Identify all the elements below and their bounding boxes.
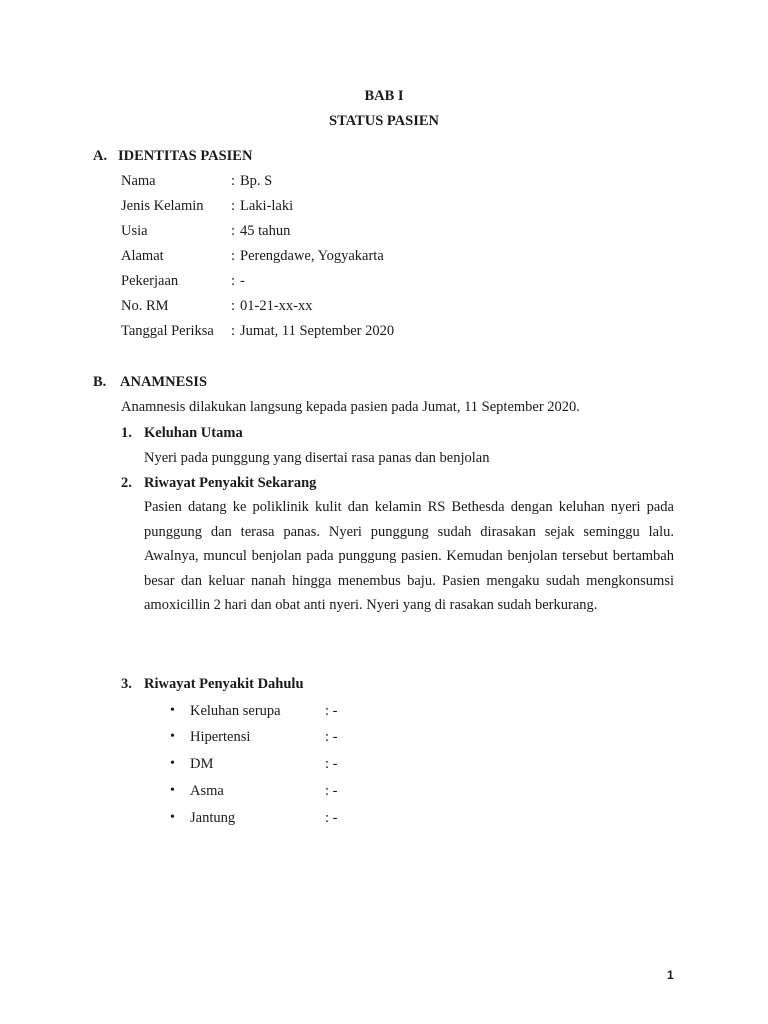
identity-separator: : — [231, 248, 236, 264]
identity-value: Bp. S — [240, 173, 273, 189]
history-label: DM — [190, 756, 214, 772]
identity-separator: : — [231, 198, 236, 214]
identity-label: Usia — [121, 223, 148, 239]
identity-separator: : — [231, 323, 236, 339]
past-illness-heading: Riwayat Penyakit Dahulu — [144, 676, 304, 692]
history-label: Jantung — [190, 810, 236, 826]
history-value: : - — [325, 729, 338, 745]
identity-label: Alamat — [121, 248, 164, 264]
identity-separator: : — [231, 298, 236, 314]
history-value: : - — [325, 783, 338, 799]
present-illness-text: Pasien datang ke poliklinik kulit dan kelamin RS Bethesda dengan keluhan nyeri pada punggung dan terasa panas. Nyeri punggung sudah dirasakan sejak seminggu lalu. Awalnya, muncul benjolan pada punggung pasien. Kemudan benjolan tersebut bertambah besar dan keluar nanah hingga menembus baju. Pasien mengaku sudah mengkonsumsi amoxicillin 2 hari dan obat anti nyeri. Nyeri yang di rasakan sudah berkurang. — [144, 499, 674, 614]
bullet-icon: • — [170, 756, 175, 771]
anamnesis-intro: Anamnesis dilakukan langsung kepada pasien pada Jumat, 11 September 2020. — [121, 399, 580, 415]
bullet-icon: • — [170, 810, 175, 825]
identity-value: 45 tahun — [240, 223, 291, 239]
identity-label: Nama — [121, 173, 156, 189]
history-label: Keluhan serupa — [190, 703, 281, 719]
section-a-heading: IDENTITAS PASIEN — [118, 148, 253, 164]
identity-value: Laki-laki — [240, 198, 294, 214]
item-number: 2. — [121, 475, 132, 491]
identity-value: Perengdawe, Yogyakarta — [240, 248, 384, 264]
section-a-letter: A. — [93, 148, 108, 164]
bullet-icon: • — [170, 783, 175, 798]
page-number: 1 — [667, 968, 674, 982]
present-illness-heading: Riwayat Penyakit Sekarang — [144, 475, 317, 491]
identity-label: Pekerjaan — [121, 273, 179, 289]
history-value: : - — [325, 703, 338, 719]
identity-label: Tanggal Periksa — [121, 323, 214, 339]
history-label: Asma — [190, 783, 224, 799]
identity-value: 01-21-xx-xx — [240, 298, 313, 314]
item-number: 3. — [121, 676, 132, 692]
section-b-letter: B. — [93, 374, 107, 390]
bullet-icon: • — [170, 703, 175, 718]
history-value: : - — [325, 756, 338, 772]
document-title: STATUS PASIEN — [329, 113, 439, 129]
identity-separator: : — [231, 273, 236, 289]
identity-separator: : — [231, 173, 236, 189]
chief-complaint-text: Nyeri pada punggung yang disertai rasa panas dan benjolan — [144, 450, 490, 466]
identity-label: Jenis Kelamin — [121, 198, 204, 214]
identity-value: Jumat, 11 September 2020 — [240, 323, 395, 339]
identity-value: - — [240, 273, 245, 289]
history-label: Hipertensi — [190, 729, 251, 745]
identity-label: No. RM — [121, 298, 169, 314]
item-number: 1. — [121, 425, 132, 441]
history-value: : - — [325, 810, 338, 826]
chapter-title: BAB I — [364, 88, 404, 104]
bullet-icon: • — [170, 729, 175, 744]
chief-complaint-heading: Keluhan Utama — [144, 425, 243, 441]
section-b-heading: ANAMNESIS — [120, 374, 208, 390]
identity-separator: : — [231, 223, 236, 239]
